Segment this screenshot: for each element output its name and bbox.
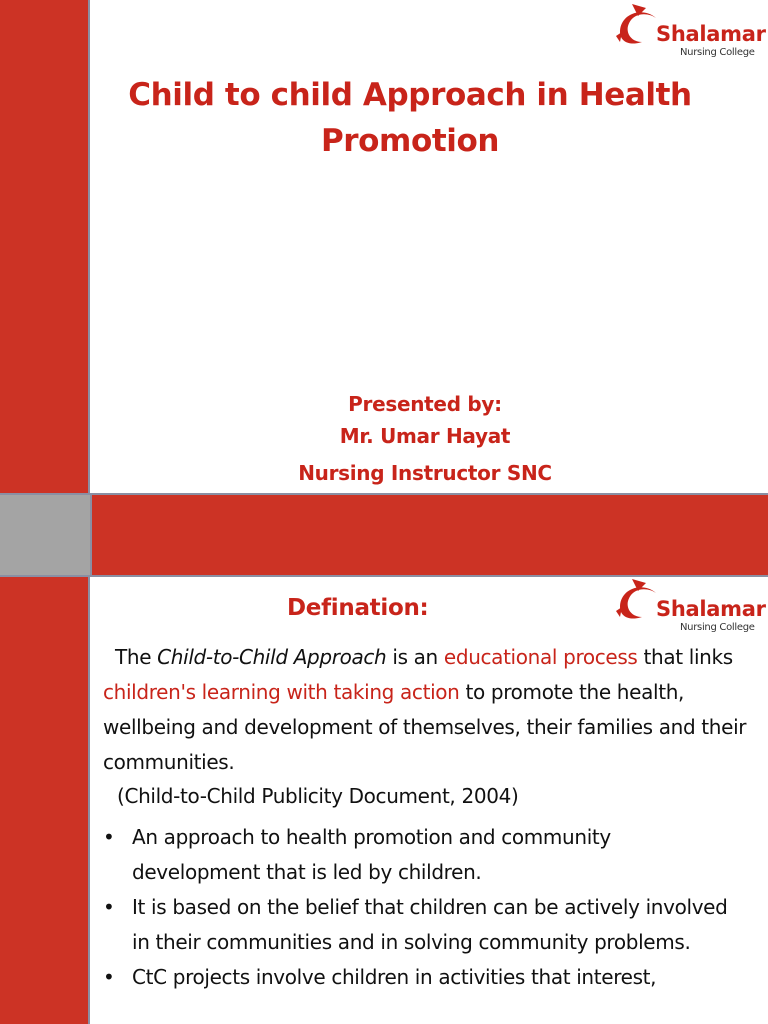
bullet-text: CtC projects involve children in activities that interest, (132, 965, 657, 989)
definition-heading: Defination: (287, 595, 429, 621)
logo-swirl-icon (612, 2, 662, 52)
logo-subtitle: Nursing College (680, 47, 755, 58)
bullet-item (103, 890, 743, 960)
slide-title-line2: Promotion (320, 123, 500, 159)
definition-highlight-1: educational process (443, 645, 638, 669)
slide-title (110, 72, 710, 164)
slide-separator-band (0, 493, 768, 577)
logo-subtitle-2: Nursing College (680, 622, 755, 633)
bullet-text: It is based on the belief that children can be actively involved in their communities and in solving community problems. (132, 895, 728, 954)
bullet-item (103, 960, 743, 995)
definition-part-3: is an (386, 645, 444, 669)
bullet-dot: • (103, 825, 115, 849)
definition-slide (0, 577, 768, 1024)
slide-title-line1: Child to child Approach in Health (128, 77, 692, 113)
logo-name: Shalamar (656, 22, 766, 46)
presenter-role: Nursing Instructor SNC (298, 461, 552, 485)
definition-citation: (Child-to-Child Publicity Document, 2004) (117, 784, 519, 808)
bullet-dot: • (103, 965, 115, 989)
bullet-list (103, 820, 743, 995)
title-slide (0, 0, 768, 493)
bullet-text: An approach to health promotion and community development that is led by children. (132, 825, 611, 884)
definition-part-7: to promote the health, wellbeing and development of themselves, their families and their communities. (103, 680, 747, 774)
presenter-name: Mr. Umar Hayat (339, 424, 511, 448)
definition-highlight-2: children's learning with taking action (103, 680, 460, 704)
presented-by-label: Presented by: (348, 392, 502, 416)
logo-swirl-icon-2 (612, 577, 662, 627)
bullet-item (103, 820, 743, 890)
logo-name-2: Shalamar (656, 597, 766, 621)
college-logo (612, 2, 764, 62)
definition-paragraph (103, 640, 753, 780)
bullet-dot: • (103, 895, 115, 919)
college-logo-2 (612, 577, 764, 637)
left-accent-bar-2 (0, 577, 90, 1024)
left-accent-bar (0, 0, 90, 493)
separator-gray-square (0, 495, 92, 575)
definition-part-5: that links (637, 645, 733, 669)
definition-term: Child-to-Child Approach (157, 645, 387, 669)
definition-part-1: The (115, 645, 158, 669)
